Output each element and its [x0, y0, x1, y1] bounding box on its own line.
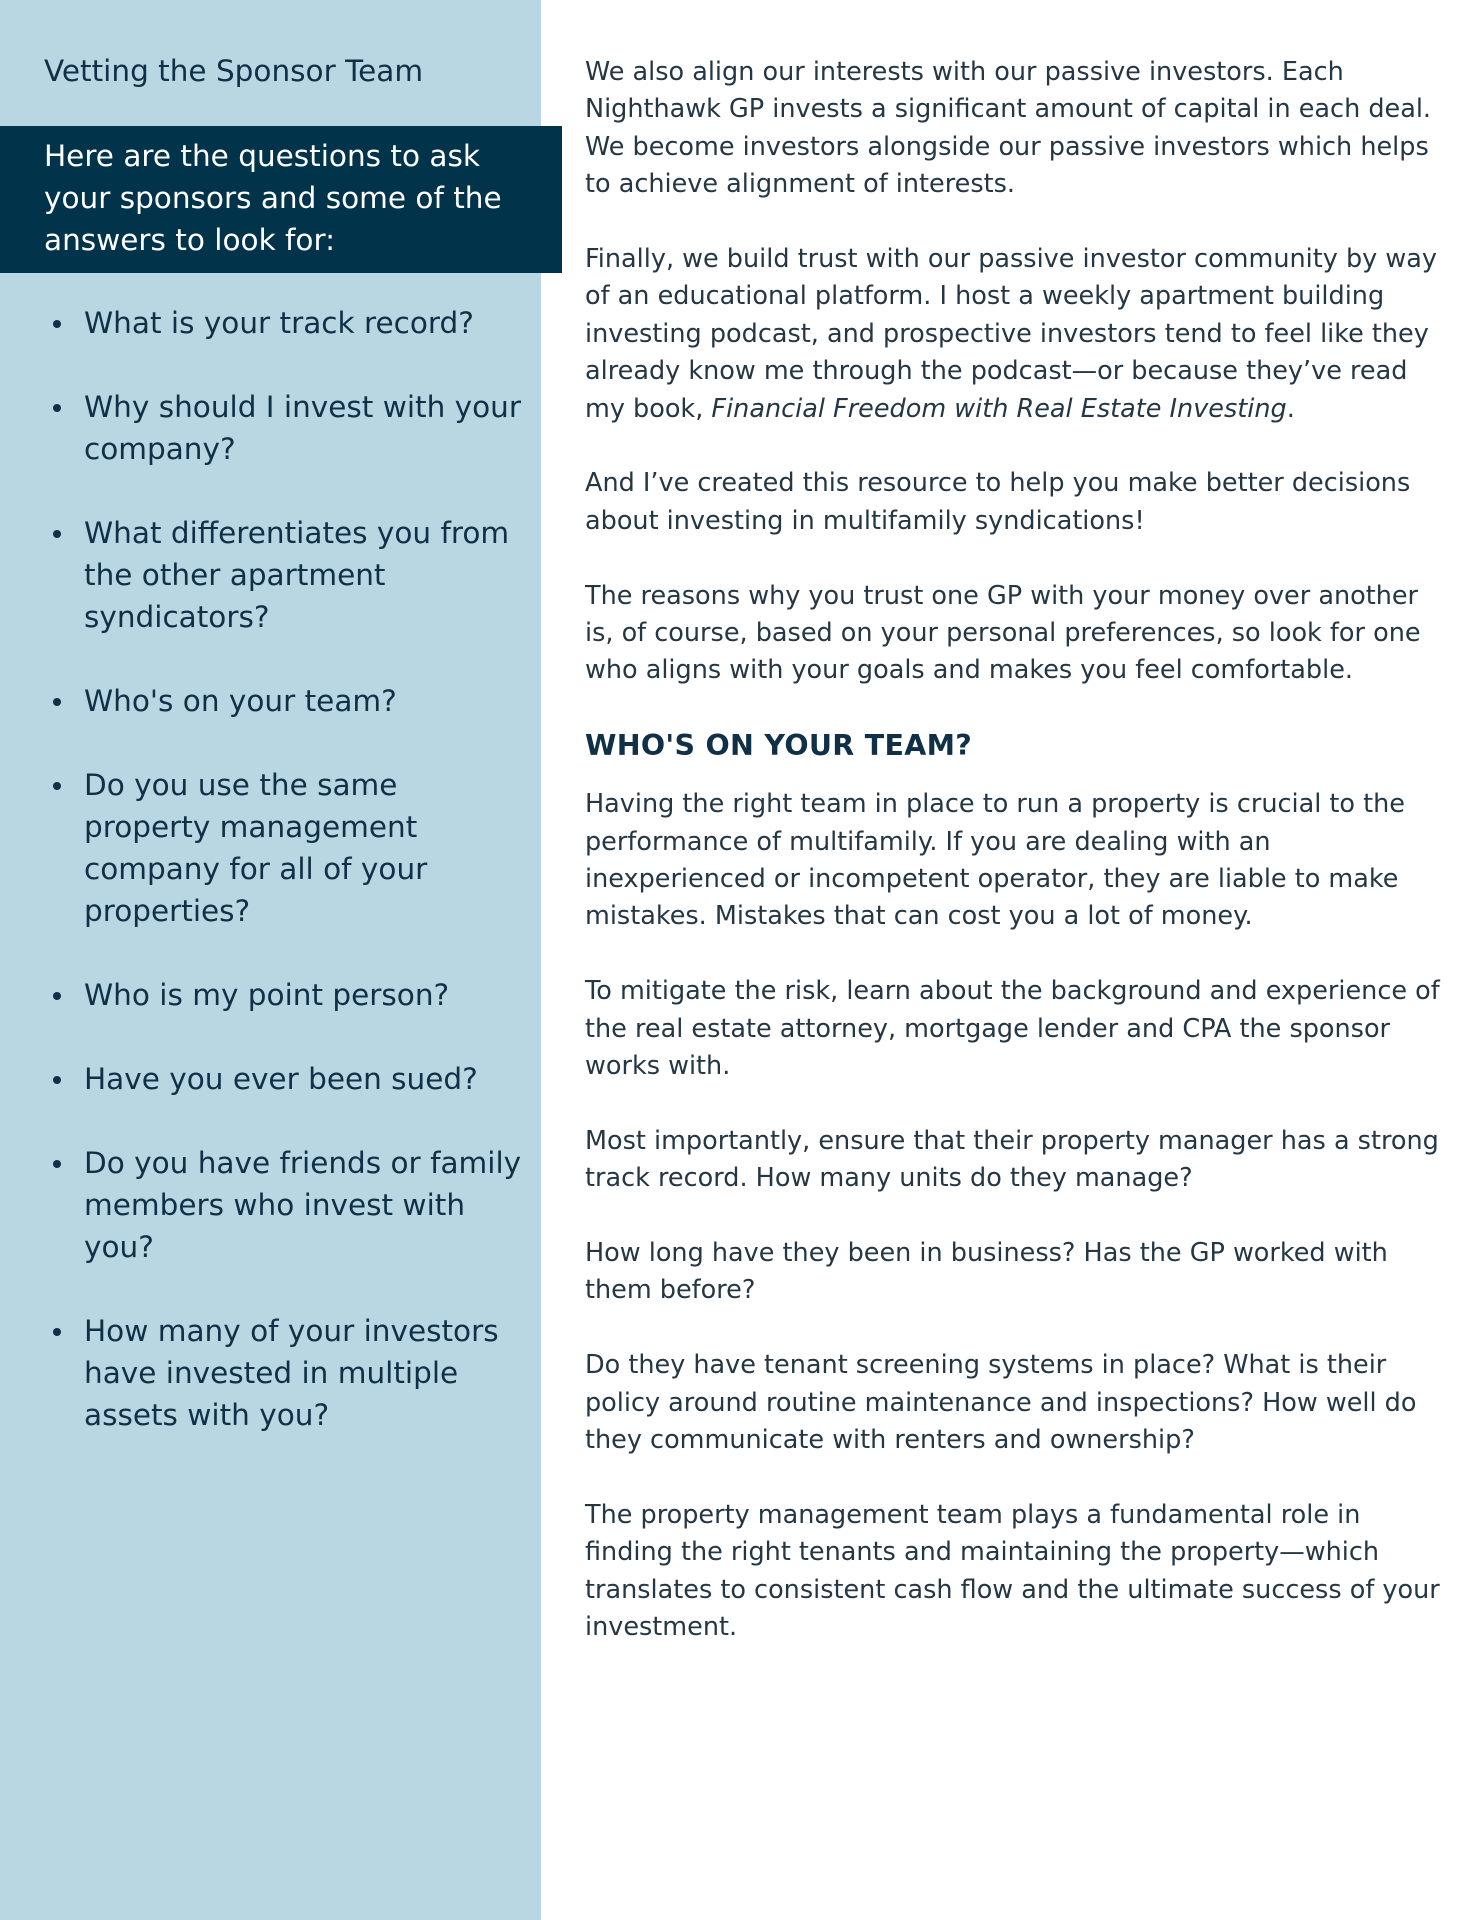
question-item: [44, 1142, 524, 1268]
bullet-icon: [53, 404, 61, 412]
question-text: Have you ever been sued?: [84, 1062, 478, 1096]
paragraph-team: Having the right team in place to run a property is crucial to the performance of multifamily. If you are dealing with an inexperienced or incompetent operator, they are liable to make mistakes. Mistakes that can cost you a lot of money.: [585, 789, 1405, 932]
sidebar-title: Vetting the Sponsor Team: [44, 54, 424, 88]
question-item: [44, 1310, 524, 1436]
section-heading: WHO'S ON YOUR TEAM?: [585, 729, 973, 763]
paragraph-alignment: We also align our interests with our passive investors. Each Nighthawk GP invests a significant amount of capital in each deal. We become investors alongside our passive investors which helps to achieve alignment of interests.: [585, 57, 1432, 200]
trust-text: Finally, we build trust with our passive investor community by way of an educational platform. I host a weekly apartment building investing podcast, and prospective investors tend to feel like they already know me through the podcast—or because they’ve read my book,: [585, 244, 1437, 424]
bullet-icon: [53, 992, 61, 1000]
question-item: [44, 386, 524, 470]
paragraph-screening: Do they have tenant screening systems in place? What is their policy around routine maintenance and inspections? How well do they communicate with renters and ownership?: [585, 1350, 1417, 1456]
question-item: [44, 1058, 524, 1100]
question-text: Do you have friends or family members who invest with you?: [84, 1146, 522, 1264]
question-text: Who's on your team?: [84, 684, 397, 718]
question-text: How many of your investors have invested in multiple assets with you?: [84, 1314, 499, 1432]
paragraph-manager: Most importantly, ensure that their property manager has a strong track record. How many units do they manage?: [585, 1125, 1439, 1194]
bullet-icon: [53, 1076, 61, 1084]
bullet-icon: [53, 782, 61, 790]
trust-text-end: .: [1286, 393, 1295, 424]
question-list: [44, 302, 524, 1478]
paragraph-risk: To mitigate the risk, learn about the background and experience of the real estate attorney, mortgage lender and CPA the sponsor works with.: [585, 976, 1440, 1082]
question-item: [44, 302, 524, 344]
question-text: What differentiates you from the other apartment syndicators?: [84, 516, 510, 634]
paragraph-management: The property management team plays a fundamental role in finding the right tenants and maintaining the property—which translates to consistent cash flow and the ultimate success of your investment.: [585, 1499, 1440, 1643]
book-title: Financial Freedom with Real Estate Investing: [711, 393, 1287, 424]
intro-text: Here are the questions to ask your sponsors and some of the answers to look for:: [44, 139, 502, 257]
bullet-icon: [53, 320, 61, 328]
question-item: [44, 680, 524, 722]
intro-box: [0, 126, 562, 273]
question-item: [44, 974, 524, 1016]
bullet-icon: [53, 530, 61, 538]
paragraph-business: How long have they been in business? Has the GP worked with them before?: [585, 1238, 1388, 1306]
question-item: [44, 512, 524, 638]
main-content: [585, 54, 1450, 1684]
bullet-icon: [53, 1328, 61, 1336]
question-text: Who is my point person?: [84, 978, 450, 1012]
paragraph-trust: [585, 241, 1450, 428]
paragraph-resource: And I’ve created this resource to help you make better decisions about investing in multifamily syndications!: [585, 468, 1411, 536]
bullet-icon: [53, 1160, 61, 1168]
question-text: What is your track record?: [84, 306, 474, 340]
question-item: [44, 764, 524, 932]
question-text: Do you use the same property management company for all of your properties?: [84, 768, 428, 928]
question-text: Why should I invest with your company?: [84, 390, 521, 466]
bullet-icon: [53, 698, 61, 706]
paragraph-preferences: The reasons why you trust one GP with your money over another is, of course, based on your personal preferences, so look for one who aligns with your goals and makes you feel comfortable.: [585, 580, 1421, 686]
